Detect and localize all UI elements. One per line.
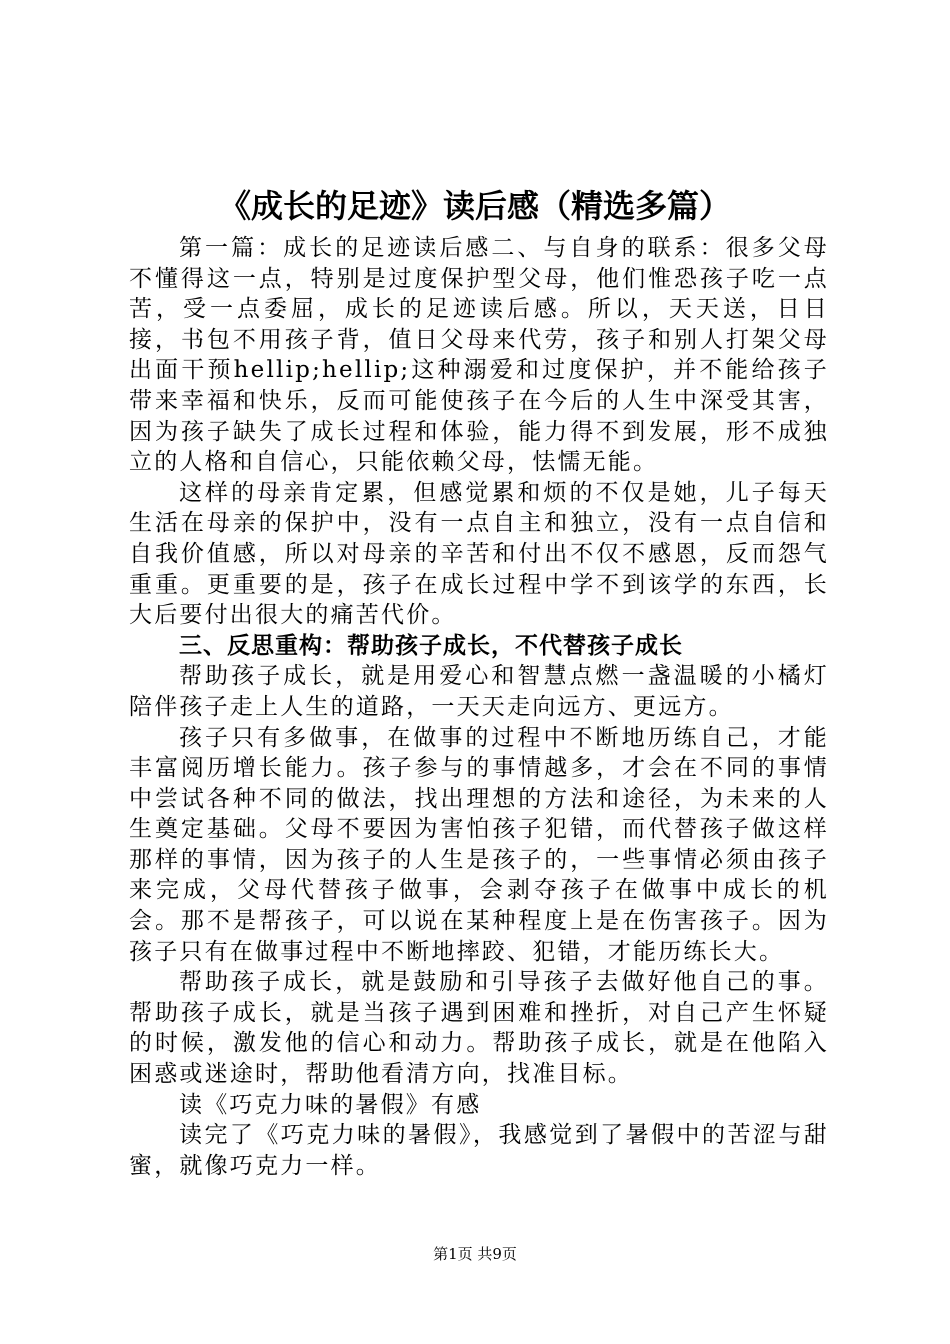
paragraph-3: 帮助孩子成长，就是用爱心和智慧点燃一盏温暖的小橘灯陪伴孩子走上人生的道路，一天天走向远方、更远方。 [129,663,829,720]
article-subtitle: 读《巧克力味的暑假》有感 [179,1091,482,1118]
paragraph-2: 这样的母亲肯定累，但感觉累和烦的不仅是她，儿子每天生活在母亲的保护中，没有一点自主和独立，没有一点自信和自我价值感，所以对母亲的辛苦和付出不仅不感恩，反而怨气重重。更重要的是，孩子在成长过程中学不到该学的东西，长大后要付出很大的痛苦代价。 [129,479,829,629]
page-footer: 第1页 共9页 [433,1245,517,1263]
document-body [129,233,829,1181]
paragraph-5: 帮助孩子成长，就是鼓励和引导孩子去做好他自己的事。帮助孩子成长，就是当孩子遇到困难和挫折，对自己产生怀疑的时候，激发他的信心和动力。帮助孩子成长，就是在他陷入困惑或迷途时，帮助他看清方向，找准目标。 [129,969,829,1088]
section-heading: 三、反思重构：帮助孩子成长，不代替孩子成长 [179,632,683,659]
paragraph-6: 读完了《巧克力味的暑假》，我感觉到了暑假中的苦涩与甜蜜，就像巧克力一样。 [129,1122,829,1179]
paragraph-1: 第一篇：成长的足迹读后感二、与自身的联系：很多父母不懂得这一点，特别是过度保护型父母，他们惟恐孩子吃一点苦，受一点委屈，成长的足迹读后感。所以，天天送，日日接，书包不用孩子背，值日父母来代劳，孩子和别人打架父母出面干预hellip;hellip;这种溺爱和过度保护，并不能给孩子带来幸福和快乐，反而可能使孩子在今后的人生中深受其害，因为孩子缺失了成长过程和体验，能力得不到发展，形不成独立的人格和自信心，只能依赖父母，怯懦无能。 [129,235,829,476]
paragraph-4: 孩子只有多做事，在做事的过程中不断地历练自己，才能丰富阅历增长能力。孩子参与的事情越多，才会在不同的事情中尝试各种不同的做法，找出理想的方法和途径，为未来的人生奠定基础。父母不要因为害怕孩子犯错，而代替孩子做这样那样的事情，因为孩子的人生是孩子的，一些事情必须由孩子来完成，父母代替孩子做事，会剥夺孩子在做事中成长的机会。那不是帮孩子，可以说在某种程度上是在伤害孩子。因为孩子只有在做事过程中不断地摔跤、犯错，才能历练长大。 [129,724,829,965]
document-title: 《成长的足迹》读后感（精选多篇） [218,187,731,225]
